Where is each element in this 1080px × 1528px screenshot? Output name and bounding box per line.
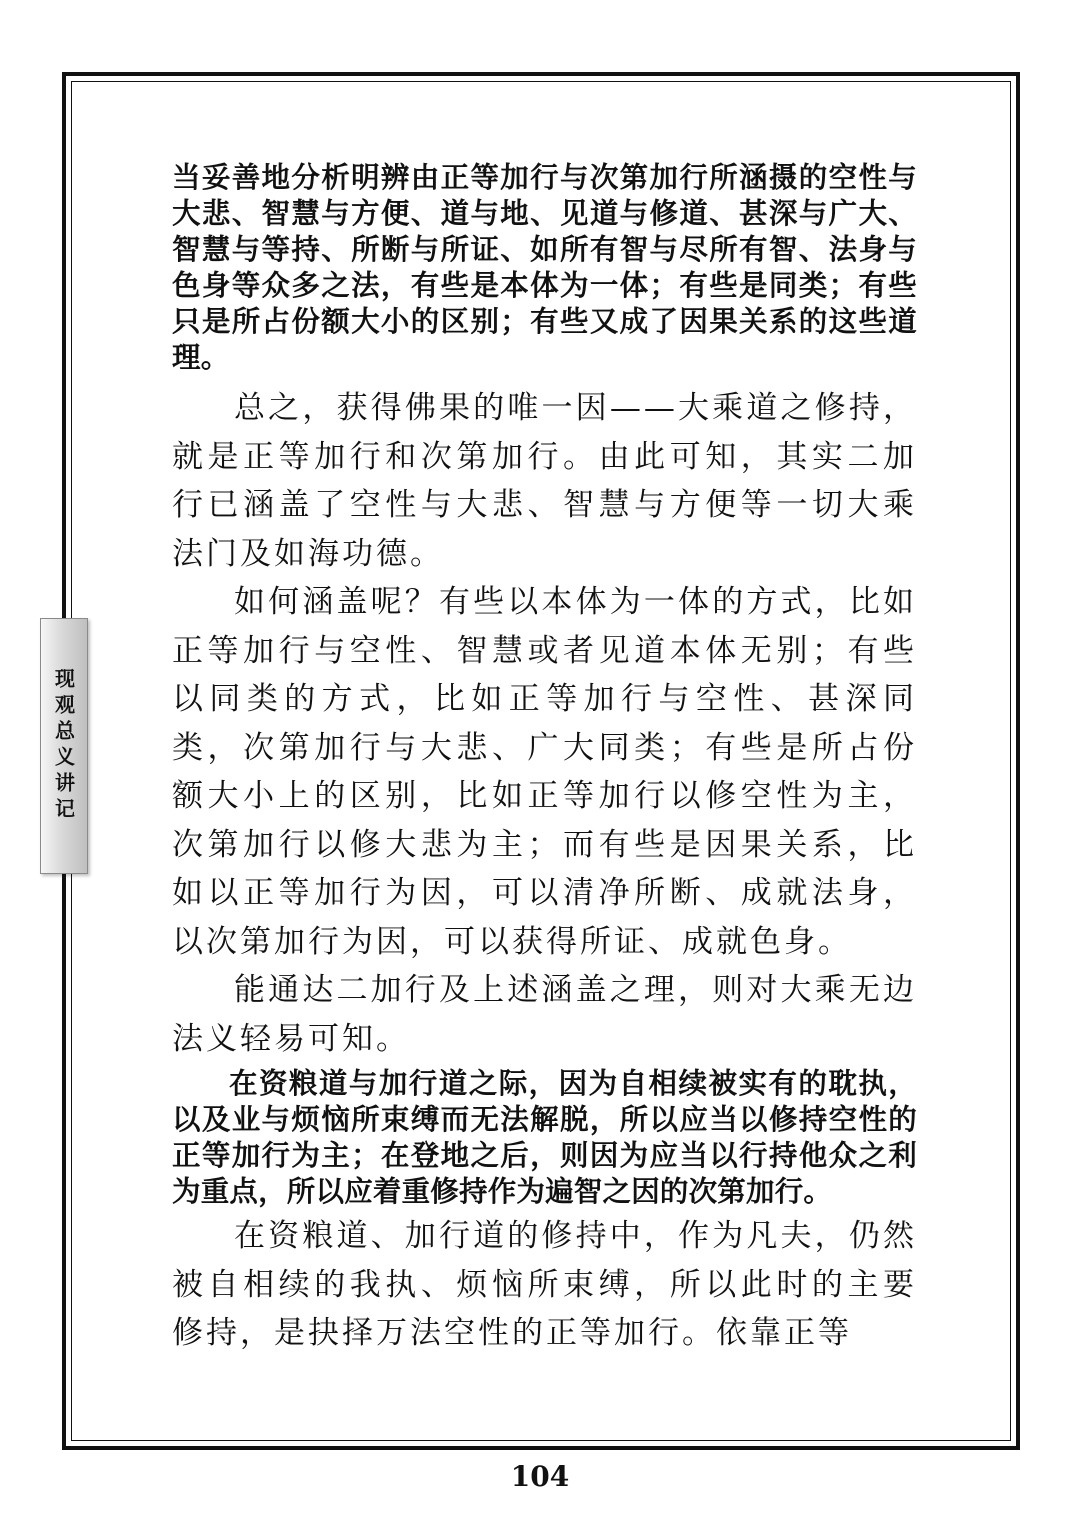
commentary-paragraph: 如何涵盖呢？有些以本体为一体的方式，比如正等加行与空性、智慧或者见道本体无别；有些以同类的方式，比如正等加行与空性、甚深同类，次第加行与大悲、广大同类；有些是所占份额大小上的区别，比如正等加行以修空性为主，次第加行以修大悲为主；而有些是因果关系，比如以正等加行为因，可以清净所断、成就法身，以次第加行为因，可以获得所证、成就色身。 [172,584,917,960]
side-tab [40,618,88,874]
commentary-paragraph: 总之，获得佛果的唯一因——大乘道之修持，就是正等加行和次第加行。由此可知，其实二加行已涵盖了空性与大悲、智慧与方便等一切大乘法门及如海功德。 [172,390,917,572]
commentary-paragraph: 在资粮道、加行道的修持中，作为凡夫，仍然被自相续的我执、烦恼所束缚，所以此时的主要修持，是抉择万法空性的正等加行。依靠正等 [172,1218,917,1351]
side-tab-label: 现观总义讲记 [51,668,76,824]
page-number: 104 [510,1460,570,1493]
page-content [172,160,917,1358]
commentary-paragraph: 能通达二加行及上述涵盖之理，则对大乘无边法义轻易可知。 [172,972,917,1057]
root-text-paragraph: 在资粮道与加行道之际，因为自相续被实有的耽执，以及业与烦恼所束缚而无法解脱，所以应当以修持空性的正等加行为主；在登地之后，则因为应当以行持他众之利为重点，所以应着重修持作为遍智之因的次第加行。 [172,1067,917,1208]
root-text-paragraph: 当妥善地分析明辨由正等加行与次第加行所涵摄的空性与大悲、智慧与方便、道与地、见道与修道、甚深与广大、智慧与等持、所断与所证、如所有智与尽所有智、法身与色身等众多之法，有些是本体为一体；有些是同类；有些只是所占份额大小的区别；有些又成了因果关系的这些道理。 [172,161,917,374]
